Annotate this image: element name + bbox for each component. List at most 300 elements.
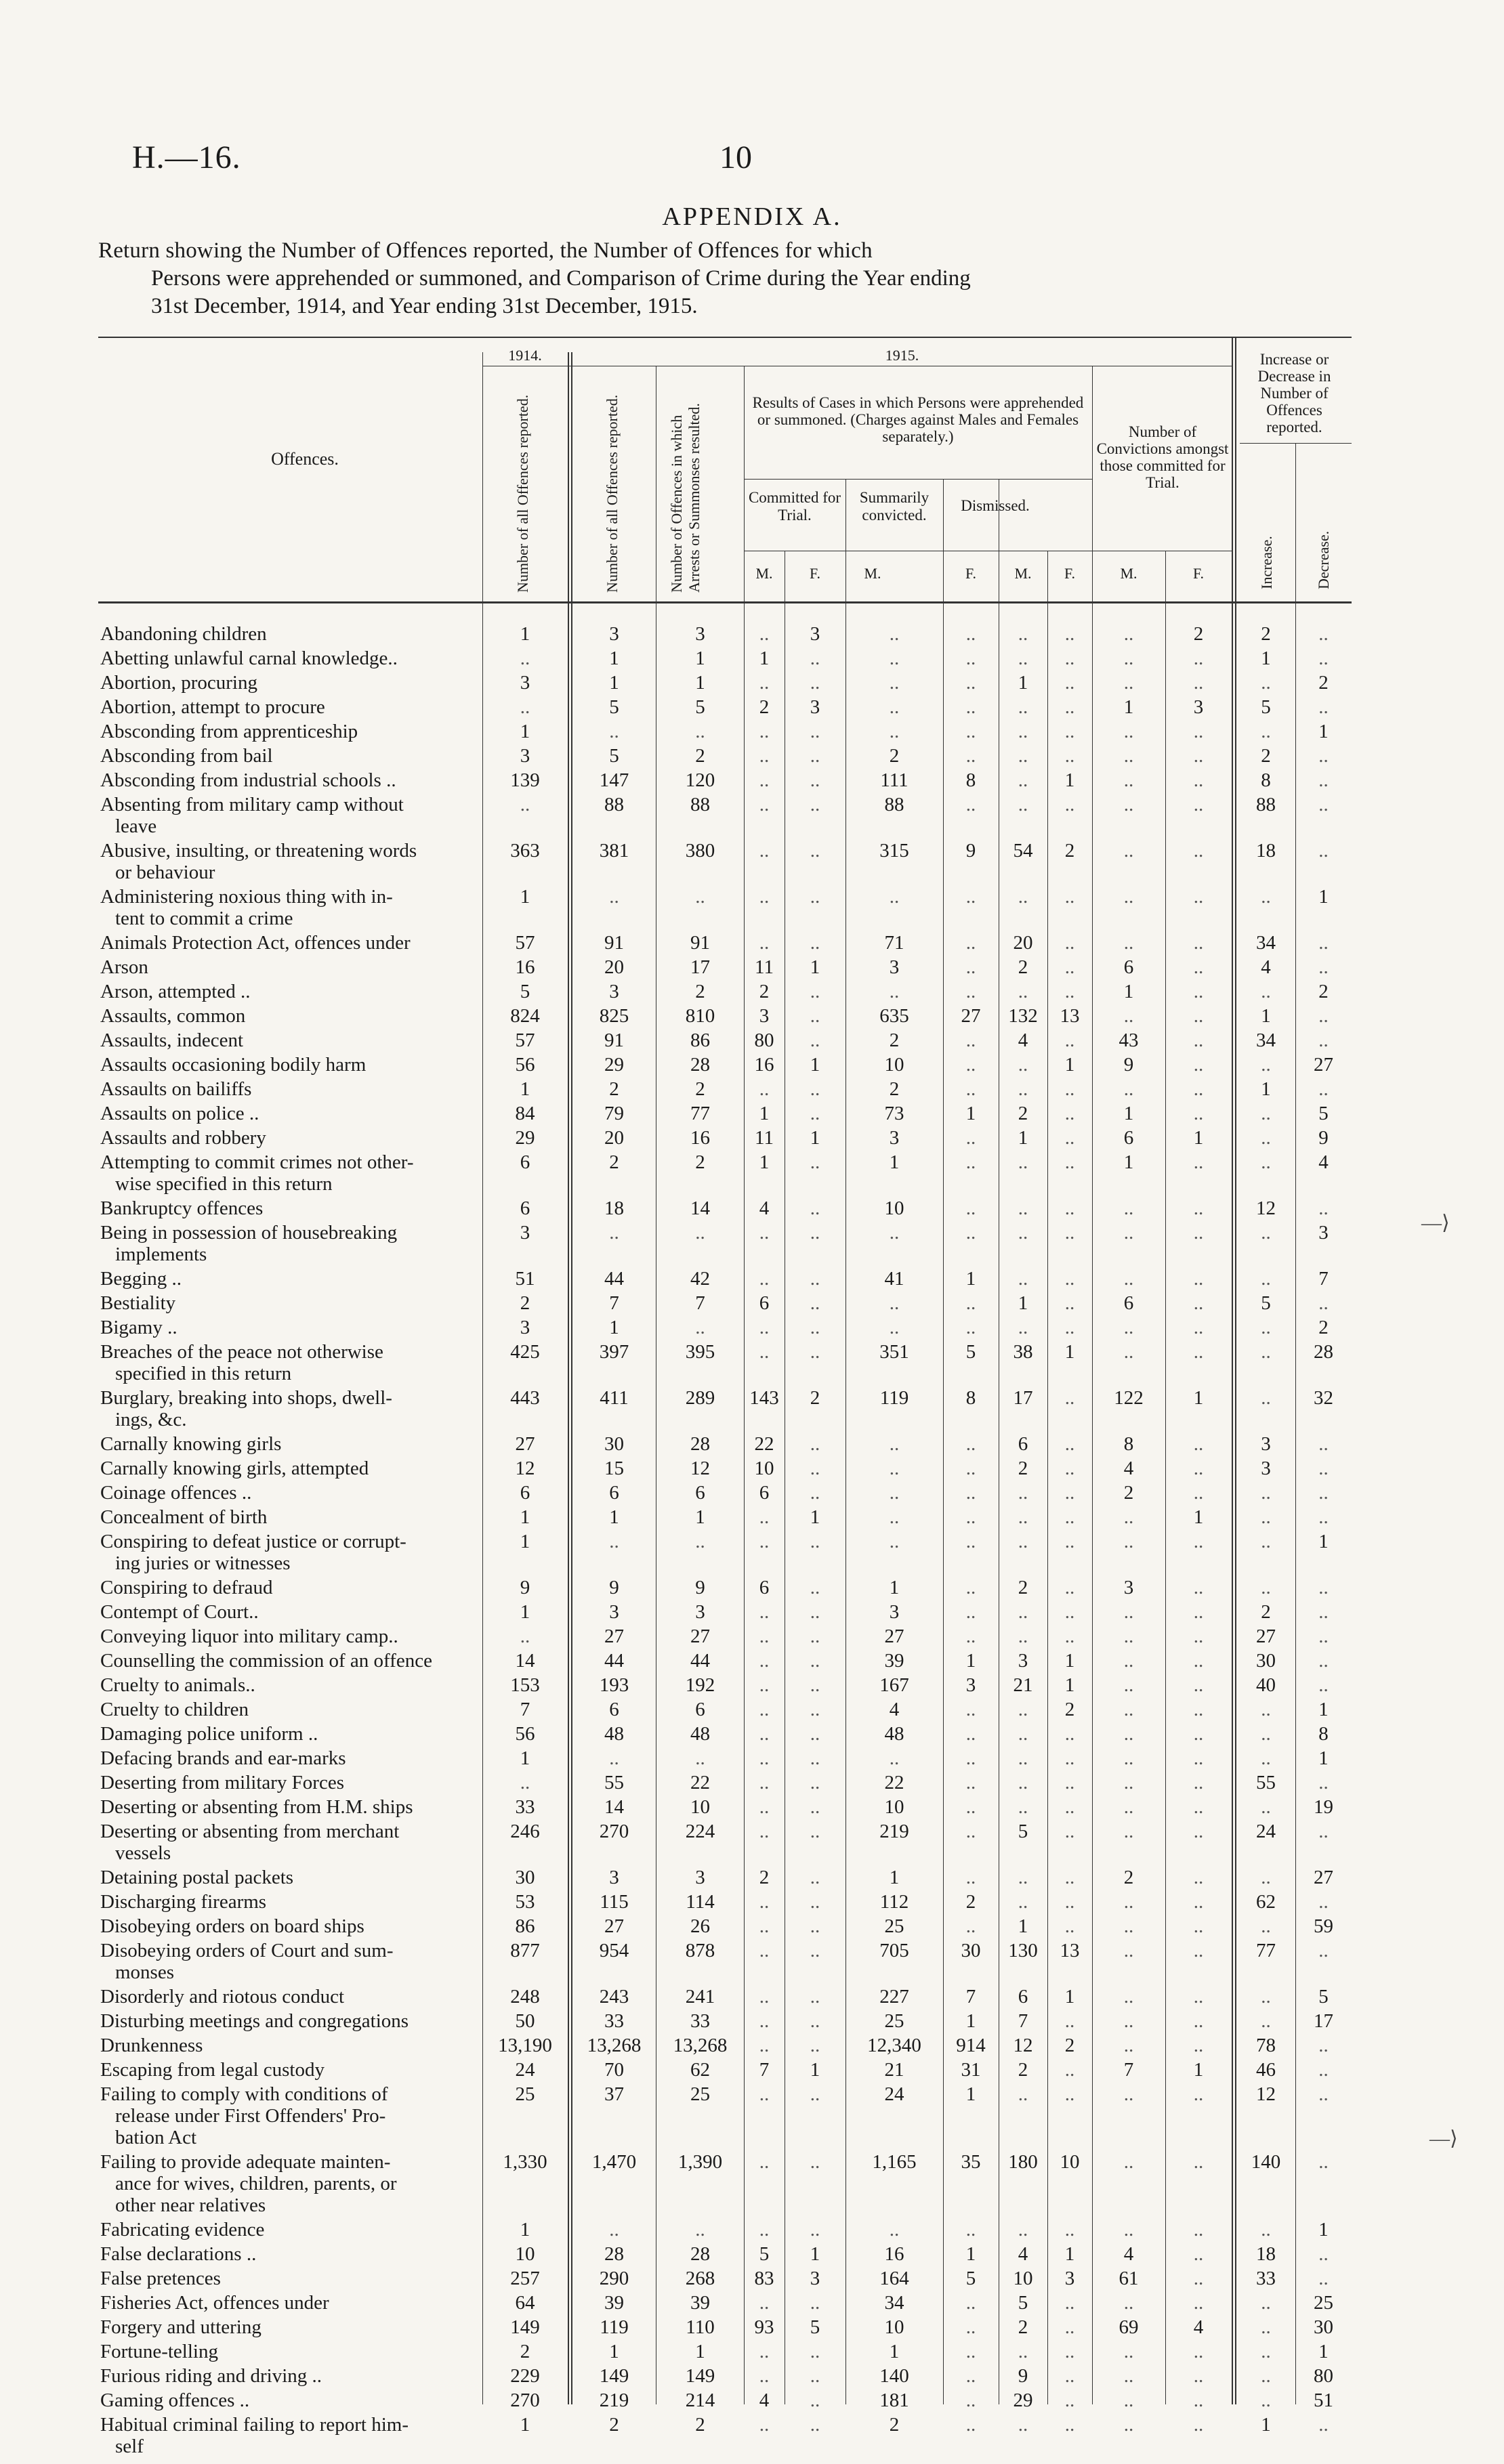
cell-value: 1	[889, 2341, 900, 2362]
cell-value: ..	[810, 2414, 820, 2436]
cell-value: 270	[599, 1821, 629, 1842]
cell-value: ..	[1123, 794, 1134, 815]
cell-value: 1	[965, 2243, 976, 2265]
cell-value: 5	[1018, 2292, 1028, 2314]
cell-value: ..	[810, 1317, 820, 1338]
cell-value: ..	[759, 1915, 770, 1937]
offence-name	[100, 1650, 493, 1672]
offence-name	[100, 2414, 493, 2457]
cell-value: ..	[1018, 623, 1028, 645]
cell-value: ..	[1261, 886, 1271, 908]
cell-value: 78	[1256, 2035, 1276, 2056]
cell-value: 2	[1318, 1317, 1329, 1338]
committed-header: Committed for Trial.	[748, 489, 841, 524]
cell-value: ..	[889, 1482, 900, 1504]
cell-value: ..	[520, 1626, 530, 1647]
cell-value: ..	[1064, 956, 1075, 978]
cell-value: 270	[510, 2389, 540, 2411]
cell-value: 4	[1123, 1458, 1134, 1479]
offence-name	[100, 2035, 493, 2056]
cell-value: ..	[1261, 1577, 1271, 1598]
cell-value: 4	[1018, 1029, 1028, 1051]
cell-value: ..	[1193, 769, 1204, 791]
cell-value: ..	[1318, 1940, 1329, 1961]
cell-value: ..	[810, 1747, 820, 1769]
cell-value: 91	[604, 1029, 624, 1051]
offence-name	[100, 2243, 493, 2265]
cell-value: 27	[690, 1626, 710, 1647]
cell-value: ..	[1261, 981, 1271, 1002]
cell-value: 227	[879, 1986, 909, 2008]
offences-column-header: Offences.	[271, 449, 339, 469]
cell-value: ..	[1193, 2035, 1204, 2056]
cell-value: 48	[690, 1723, 710, 1745]
cell-value: ..	[1064, 1458, 1075, 1479]
cell-value: 120	[685, 769, 715, 791]
decrease-header: Decrease.	[1315, 530, 1332, 589]
cell-value: 14	[515, 1650, 535, 1672]
cell-value: 48	[884, 1723, 904, 1745]
cell-value: ..	[1318, 932, 1329, 954]
cell-value: ..	[1261, 1151, 1271, 1173]
results-header: Results of Cases in which Persons were apprehended or summoned. (Charges against Males and Females separately.)	[752, 394, 1084, 445]
cell-value: 1	[810, 2243, 820, 2265]
cell-value: ..	[1193, 672, 1204, 694]
cell-value: ..	[609, 721, 619, 742]
cell-value: 1	[810, 2059, 820, 2081]
cell-value: ..	[1261, 1054, 1271, 1076]
cell-value: 1	[1123, 981, 1134, 1002]
cell-value: ..	[1064, 1482, 1075, 1504]
cell-value: ..	[1261, 2219, 1271, 2240]
cell-value: 17	[1013, 1387, 1033, 1409]
cell-value: 810	[685, 1005, 715, 1027]
offence-name	[100, 1940, 493, 1983]
cell-value: 2	[889, 745, 900, 767]
cell-value: ..	[1064, 1601, 1075, 1623]
cell-value: 71	[884, 932, 904, 954]
cell-value: 88	[884, 794, 904, 815]
cell-value: 395	[685, 1341, 715, 1363]
cell-value: ..	[1123, 2083, 1134, 2105]
cell-value: 84	[515, 1103, 535, 1124]
offence-name	[100, 2059, 493, 2081]
cell-value: ..	[1123, 1650, 1134, 1672]
offence-name	[100, 794, 493, 837]
cell-value: 25	[690, 2083, 710, 2105]
offence-name-line: Bankruptcy offences	[100, 1197, 264, 1219]
cell-value: 1	[1261, 1078, 1271, 1100]
cell-value: ..	[695, 1747, 705, 1769]
cell-value: 8	[1123, 1433, 1134, 1455]
cell-value: 164	[879, 2268, 909, 2289]
cell-value: 83	[754, 2268, 774, 2289]
cell-value: ..	[889, 1222, 900, 1244]
cell-value: ..	[1018, 1482, 1028, 1504]
cell-value: 193	[599, 1674, 629, 1696]
cell-value: ..	[810, 1796, 820, 1818]
increase-decrease-header: Increase or Decrease in Number of Offences reported.	[1257, 351, 1331, 436]
offence-name-line: Begging ..	[100, 1268, 182, 1290]
cell-value: 29	[515, 1127, 535, 1149]
cell-value: 1	[1123, 696, 1134, 718]
cell-value: ..	[1261, 1317, 1271, 1338]
cell-value: ..	[810, 1699, 820, 1720]
cell-value: ..	[1261, 1915, 1271, 1937]
cell-value: ..	[1193, 2151, 1204, 2173]
cell-value: ..	[1261, 1506, 1271, 1528]
cell-value: ..	[1064, 2316, 1075, 2338]
cell-value: 1	[889, 1867, 900, 1888]
cell-value: ..	[1064, 1747, 1075, 1769]
cell-value: ..	[759, 932, 770, 954]
cell-value: ..	[759, 1506, 770, 1528]
cell-value: 1,470	[591, 2151, 637, 2173]
cell-value: ..	[965, 1699, 976, 1720]
offence-name-line: Forgery and uttering	[100, 2316, 262, 2338]
cell-value: ..	[810, 1772, 820, 1793]
cell-value: 1	[1318, 2219, 1329, 2240]
cell-value: 914	[956, 2035, 986, 2056]
offence-name-line: bation Act	[115, 2127, 197, 2148]
cell-value: ..	[1193, 1577, 1204, 1598]
cell-value: ..	[810, 1103, 820, 1124]
cell-value: 6	[609, 1699, 619, 1720]
cell-value: 289	[685, 1387, 715, 1409]
cell-value: ..	[1064, 1387, 1075, 1409]
cell-value: ..	[965, 1433, 976, 1455]
cell-value: 21	[1013, 1674, 1033, 1696]
committed-m-header: M.	[755, 565, 773, 582]
cell-value: 1	[1318, 1531, 1329, 1552]
cell-value: ..	[1193, 840, 1204, 862]
cell-value: ..	[1318, 1482, 1329, 1504]
cell-value: 4	[1018, 2243, 1028, 2265]
cell-value: ..	[1018, 2083, 1028, 2105]
offence-name-line: Detaining postal packets	[100, 1867, 294, 1888]
cell-value: ..	[1318, 769, 1329, 791]
offence-name-line: Fabricating evidence	[100, 2219, 265, 2240]
offence-name-line: monses	[115, 1961, 174, 1983]
offence-name-line: ing juries or witnesses	[115, 1552, 291, 1574]
cell-value: ..	[965, 2365, 976, 2387]
offence-name-line: Failing to comply with conditions of	[100, 2083, 388, 2105]
cell-value: ..	[1193, 1867, 1204, 1888]
cell-value: 20	[1013, 932, 1033, 954]
cell-value: 46	[1256, 2059, 1276, 2081]
cell-value: ..	[810, 2151, 820, 2173]
offence-name	[100, 1292, 493, 1314]
cell-value: ..	[1193, 1796, 1204, 1818]
cell-value: 2	[520, 2341, 530, 2362]
cell-value: 2	[1193, 623, 1204, 645]
cell-value: 86	[515, 1915, 535, 1937]
cell-value: ..	[1123, 932, 1134, 954]
cell-value: ..	[810, 1531, 820, 1552]
cell-value: 139	[510, 769, 540, 791]
offence-name	[100, 623, 493, 645]
cell-value: ..	[965, 2292, 976, 2314]
cell-value: 11	[755, 956, 774, 978]
cell-value: 56	[515, 1723, 535, 1745]
cell-value: 1	[1018, 1292, 1028, 1314]
offence-name-line: vessels	[115, 1842, 171, 1864]
cell-value: 25	[1314, 2292, 1333, 2314]
cell-value: 1	[520, 1601, 530, 1623]
cell-value: 119	[600, 2316, 629, 2338]
cell-value: 1	[695, 1506, 705, 1528]
cell-value: 9	[1318, 1127, 1329, 1149]
cell-value: 3	[695, 1867, 705, 1888]
offence-name-line: Assaults, indecent	[100, 1029, 244, 1051]
cell-value: ..	[1018, 1506, 1028, 1528]
cell-value: 13,190	[498, 2035, 552, 2056]
cell-value: 16	[515, 956, 535, 978]
offence-name	[100, 1103, 493, 1124]
cell-value: 42	[690, 1268, 710, 1290]
cell-value: ..	[1064, 2292, 1075, 2314]
offence-name	[100, 1723, 493, 1745]
cell-value: ..	[810, 1674, 820, 1696]
cell-value: ..	[1193, 1531, 1204, 1552]
cell-value: ..	[810, 1197, 820, 1219]
cell-value: 2	[609, 2414, 619, 2436]
cell-value: ..	[1193, 956, 1204, 978]
cell-value: 122	[1114, 1387, 1144, 1409]
cell-value: ..	[1064, 672, 1075, 694]
offence-name	[100, 1747, 493, 1769]
cell-value: ..	[810, 1940, 820, 1961]
offence-name	[100, 1577, 493, 1598]
offence-name	[100, 1458, 493, 1479]
cell-value: 7	[520, 1699, 530, 1720]
cell-value: ..	[759, 1341, 770, 1363]
cell-value: 5	[965, 1341, 976, 1363]
cell-value: 16	[884, 2243, 904, 2265]
offence-name-line: Drunkenness	[100, 2035, 203, 2056]
cell-value: 7	[965, 1986, 976, 2008]
cell-value: 180	[1008, 2151, 1038, 2173]
cell-value: 22	[690, 1772, 710, 1793]
cell-value: 3	[695, 623, 705, 645]
cell-value: ..	[1064, 1506, 1075, 1528]
offence-name	[100, 1151, 493, 1195]
offence-name	[100, 1891, 493, 1913]
cell-value: ..	[965, 2316, 976, 2338]
cell-value: 50	[515, 2010, 535, 2032]
offence-name-line: Contempt of Court..	[100, 1601, 259, 1623]
cell-value: ..	[1018, 1151, 1028, 1173]
cell-value: ..	[965, 1867, 976, 1888]
cell-value: 1	[609, 2341, 619, 2362]
cell-value: 149	[510, 2316, 540, 2338]
cell-value: ..	[1064, 745, 1075, 767]
cell-value: ..	[1193, 1674, 1204, 1696]
cell-value: ..	[1123, 886, 1134, 908]
cell-value: ..	[1064, 2083, 1075, 2105]
offence-name	[100, 1626, 493, 1647]
offence-name-line: Breaches of the peace not otherwise	[100, 1341, 383, 1363]
cell-value: ..	[1193, 2414, 1204, 2436]
offence-name-line: Burglary, breaking into shops, dwell-	[100, 1387, 392, 1409]
cell-value: ..	[1018, 1891, 1028, 1913]
cell-value: 88	[1256, 794, 1276, 815]
cell-value: 6	[609, 1482, 619, 1504]
cell-value: ..	[965, 1531, 976, 1552]
cell-value: 39	[884, 1650, 904, 1672]
offence-name	[100, 2341, 493, 2362]
cell-value: 26	[690, 1915, 710, 1937]
cell-value: ..	[810, 1029, 820, 1051]
cell-value: 38	[1013, 1341, 1033, 1363]
cell-value: ..	[1018, 1078, 1028, 1100]
summarily-m-header: M.	[864, 565, 881, 582]
cell-value: ..	[810, 2010, 820, 2032]
offence-name-line: Assaults occasioning bodily harm	[100, 1054, 367, 1076]
cell-value: ..	[965, 1506, 976, 1528]
cell-value: ..	[965, 1723, 976, 1745]
arrests-header-text: Number of Offences in which Arrests or Summonses resulted.	[668, 403, 703, 593]
cell-value: 3	[1261, 1458, 1271, 1479]
cell-value: 3	[609, 1601, 619, 1623]
cell-value: ..	[1193, 1222, 1204, 1244]
increase-header: Increase.	[1258, 536, 1275, 589]
cell-value: 30	[604, 1433, 624, 1455]
offence-name-line: ance for wives, children, parents, or	[115, 2173, 397, 2194]
offence-name-line: Conspiring to defeat justice or corrupt-	[100, 1531, 406, 1552]
cell-value: ..	[1261, 2341, 1271, 2362]
cell-value: ..	[1193, 2219, 1204, 2240]
cell-value: ..	[1318, 1650, 1329, 1672]
cell-value: 7	[1018, 2010, 1028, 2032]
year-1915-header: 1915.	[885, 347, 919, 364]
cell-value: ..	[965, 1222, 976, 1244]
offence-name	[100, 956, 493, 978]
cell-value: ..	[810, 2083, 820, 2105]
cell-value: 1	[520, 1747, 530, 1769]
cell-value: 33	[604, 2010, 624, 2032]
offence-name	[100, 2292, 493, 2314]
cell-value: 411	[600, 1387, 629, 1409]
cell-value: 28	[690, 1433, 710, 1455]
cell-value: 1	[1318, 1699, 1329, 1720]
cell-value: 1	[609, 1506, 619, 1528]
offence-name-line: Assaults on bailiffs	[100, 1078, 252, 1100]
cell-value: ..	[1064, 794, 1075, 815]
cell-value: 25	[884, 1915, 904, 1937]
offence-name	[100, 2365, 493, 2387]
offence-name	[100, 745, 493, 767]
cell-value: 10	[884, 1796, 904, 1818]
cell-value: 34	[1256, 1029, 1276, 1051]
cell-value: 91	[690, 932, 710, 954]
cell-value: 257	[510, 2268, 540, 2289]
cell-value: ..	[1318, 794, 1329, 815]
cell-value: 229	[510, 2365, 540, 2387]
cell-value: 1	[759, 1151, 770, 1173]
cell-value: ..	[1261, 1986, 1271, 2008]
cell-value: 16	[754, 1054, 774, 1076]
offence-name-line: Deserting or absenting from H.M. ships	[100, 1796, 413, 1818]
offence-name-line: Disorderly and riotous conduct	[100, 1986, 345, 2008]
cell-value: ..	[889, 1531, 900, 1552]
offence-name	[100, 672, 493, 694]
cell-value: 1	[1318, 1747, 1329, 1769]
document-reference: H.—16.	[132, 140, 241, 175]
offence-name	[100, 1796, 493, 1818]
cell-value: 15	[604, 1458, 624, 1479]
offence-name-line: Disobeying orders on board ships	[100, 1915, 364, 1937]
cell-value: 10	[884, 2316, 904, 2338]
cell-value: 19	[1314, 1796, 1333, 1818]
cell-value: 2	[1018, 1577, 1028, 1598]
cell-value: 1	[1123, 1151, 1134, 1173]
cell-value: 3	[889, 956, 900, 978]
cell-value: ..	[1261, 2365, 1271, 2387]
cell-value: ..	[889, 1506, 900, 1528]
cell-value: ..	[965, 647, 976, 669]
cell-value: 2	[1123, 1482, 1134, 1504]
cell-value: ..	[1064, 1891, 1075, 1913]
cell-value: ..	[759, 886, 770, 908]
cell-value: 130	[1008, 1940, 1038, 1961]
cell-value: 3	[810, 696, 820, 718]
cell-value: 1	[1318, 721, 1329, 742]
cell-value: ..	[695, 2219, 705, 2240]
cell-value: ..	[965, 1078, 976, 1100]
cell-value: ..	[810, 1005, 820, 1027]
cell-value: ..	[1261, 1723, 1271, 1745]
cell-value: ..	[889, 1747, 900, 1769]
cell-value: ..	[1123, 1821, 1134, 1842]
cell-value: 2	[889, 2414, 900, 2436]
cell-value: ..	[965, 1458, 976, 1479]
cell-value: 1	[759, 1103, 770, 1124]
cell-value: 3	[1193, 696, 1204, 718]
cell-value: 17	[690, 956, 710, 978]
cell-value: 1	[1018, 672, 1028, 694]
offence-name	[100, 721, 493, 742]
cell-value: ..	[1123, 1005, 1134, 1027]
cell-value: 29	[604, 1054, 624, 1076]
cell-value: 43	[1119, 1029, 1139, 1051]
cell-value: ..	[889, 721, 900, 742]
cell-value: ..	[965, 1151, 976, 1173]
cell-value: ..	[1123, 1626, 1134, 1647]
cell-value: ..	[1261, 672, 1271, 694]
cell-value: 5	[609, 696, 619, 718]
cell-value: ..	[965, 623, 976, 645]
cell-value: ..	[1261, 1103, 1271, 1124]
cell-value: 224	[685, 1821, 715, 1842]
year-1914-header: 1914.	[508, 347, 542, 364]
cell-value: ..	[1064, 1821, 1075, 1842]
cell-value: ..	[965, 1601, 976, 1623]
cell-value: ..	[1193, 1482, 1204, 1504]
cell-value: ..	[810, 1458, 820, 1479]
cell-value: ..	[1193, 1699, 1204, 1720]
cell-value: 877	[510, 1940, 540, 1961]
cell-value: 51	[1314, 2389, 1333, 2411]
cell-value: ..	[965, 1577, 976, 1598]
cell-value: ..	[965, 1772, 976, 1793]
offence-name-line: Habitual criminal failing to report him-	[100, 2414, 409, 2436]
cell-value: ..	[1064, 1433, 1075, 1455]
cell-value: 3	[1123, 1577, 1134, 1598]
cell-value: ..	[1018, 1054, 1028, 1076]
cell-value: ..	[1018, 794, 1028, 815]
cell-value: ..	[759, 672, 770, 694]
